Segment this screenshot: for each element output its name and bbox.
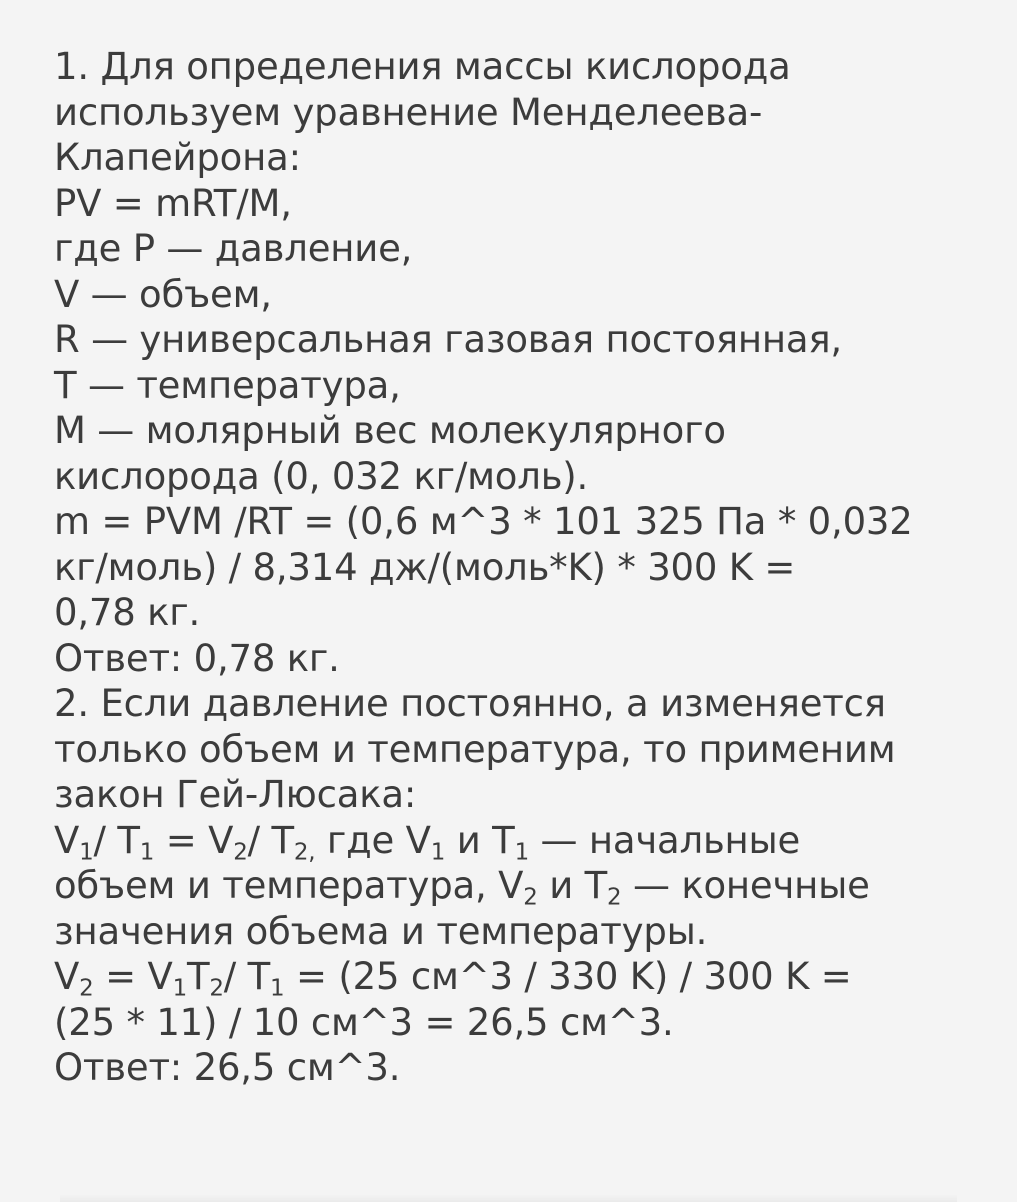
subscript: 1	[270, 975, 285, 1002]
text-fragment: = V	[93, 955, 173, 998]
formula-line: m = PVM /RT = (0,6 м^3 * 101 325 Па * 0,032	[54, 500, 913, 543]
subscript: 1	[172, 975, 187, 1002]
subscript: 2	[607, 884, 622, 911]
text-fragment: = (25 см^3 / 330 K) / 300 K =	[284, 955, 852, 998]
subscript: 2	[79, 975, 94, 1002]
formula-line: (25 * 11) / 10 см^3 = 26,5 см^3.	[54, 1000, 674, 1044]
text-line: закон Гей-Люсака:	[54, 773, 417, 816]
text-fragment: / T	[247, 818, 294, 862]
subscript: 2,	[293, 838, 316, 865]
text-fragment: / T	[223, 955, 271, 998]
text-line: V — объем,	[54, 272, 272, 316]
subscript: 1	[430, 838, 446, 865]
formula-line	[54, 818, 994, 864]
text-line: 1. Для определения массы кислорода	[54, 45, 791, 88]
answer-line: Ответ: 0,78 кг.	[54, 636, 340, 680]
formula-line: кг/моль) / 8,314 дж/(моль*K) * 300 K =	[54, 545, 796, 589]
text-line: 0,78 кг.	[54, 591, 201, 634]
text-fragment: = V	[154, 818, 234, 862]
subscript: 1	[514, 838, 529, 865]
text-line: кислорода (0, 032 кг/моль).	[54, 454, 589, 498]
subscript: 2	[209, 975, 224, 1002]
subscript: 1	[79, 838, 94, 865]
text-fragment: — начальные	[528, 818, 801, 862]
text-fragment: и T	[537, 864, 608, 907]
text-fragment: и T	[445, 818, 515, 862]
subscript: 2	[523, 884, 538, 911]
text-line: R — универсальная газовая постоянная,	[54, 318, 842, 361]
text-line: где P — давление,	[54, 227, 413, 270]
text-line: T — температура,	[54, 363, 401, 407]
text-fragment: где V	[315, 818, 431, 862]
text-line: Клапейрона:	[54, 136, 301, 179]
text-line: только объем и температура, то применим	[54, 727, 896, 771]
text-fragment: V	[54, 955, 80, 998]
solution-text	[54, 44, 994, 1091]
subscript: 1	[139, 838, 155, 865]
text-fragment: T	[186, 955, 210, 998]
text-line	[54, 863, 994, 909]
formula-line	[54, 954, 994, 1000]
text-fragment: V	[54, 818, 80, 862]
text-line: значения объема и температуры.	[54, 909, 708, 953]
page-edge-shadow	[60, 1194, 957, 1202]
text-line: M — молярный вес молекулярного	[54, 409, 726, 452]
text-line: используем уравнение Менделеева-	[54, 90, 763, 134]
text-fragment: — конечные	[621, 864, 870, 907]
answer-line: Ответ: 26,5 см^3.	[54, 1046, 401, 1089]
subscript: 2	[233, 838, 248, 865]
text-fragment: / T	[93, 818, 140, 862]
text-fragment: объем и температура, V	[54, 864, 524, 907]
formula-line: PV = mRT/M,	[54, 181, 292, 225]
text-line: 2. Если давление постоянно, а изменяется	[54, 682, 886, 725]
